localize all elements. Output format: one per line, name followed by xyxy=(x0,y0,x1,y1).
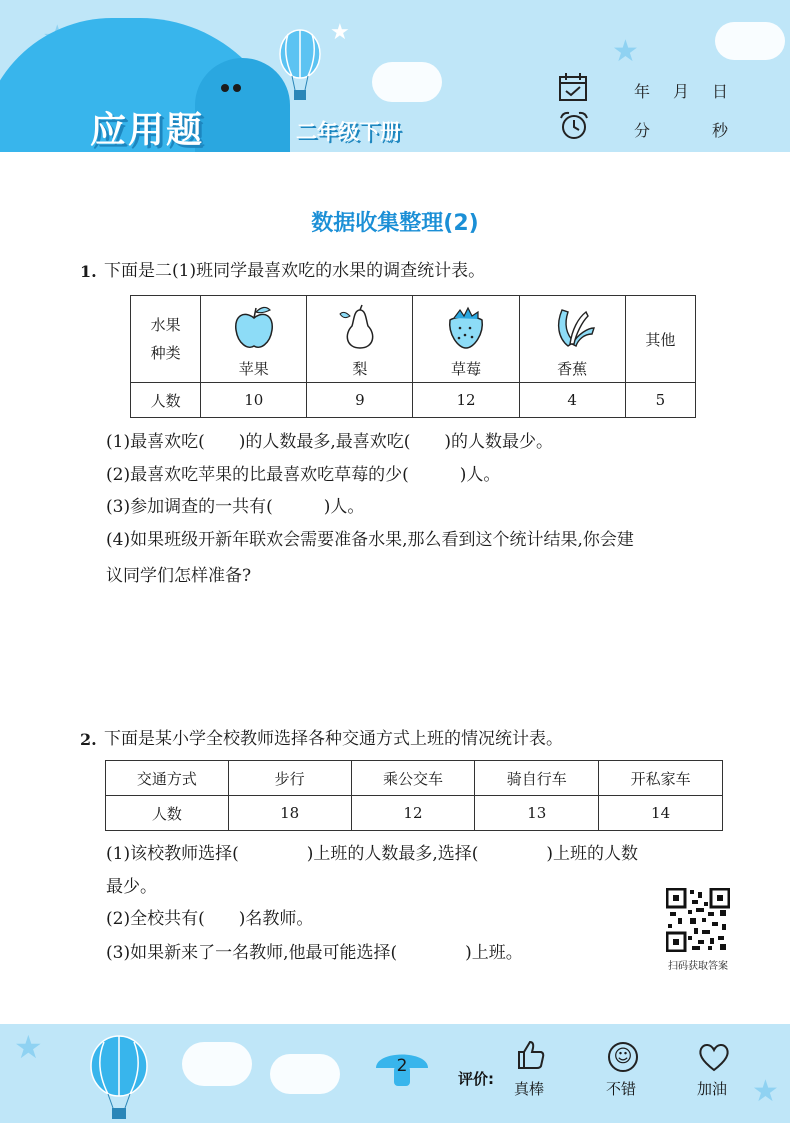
footer-banner xyxy=(0,1024,790,1123)
rating-label-cheer: 加油 xyxy=(697,1080,728,1098)
qr-caption: 扫码获取答案 xyxy=(668,961,728,972)
month-label: 月 xyxy=(673,82,690,101)
hot-air-balloon-icon xyxy=(276,28,324,104)
grade-label: 二年级下册 xyxy=(296,120,401,144)
heart-icon[interactable] xyxy=(697,1042,731,1072)
transport-count-cell: 人数 xyxy=(106,796,229,831)
hot-air-balloon-icon xyxy=(88,1034,150,1122)
second-label: 秒 xyxy=(712,121,729,140)
transport-count-cell: 12 xyxy=(351,796,475,831)
transport-header-cell: 开私家车 xyxy=(599,761,723,796)
fruit-name: 梨 xyxy=(352,359,368,378)
fruit-name: 苹果 xyxy=(238,359,269,378)
calendar-icon xyxy=(558,72,588,102)
transport-count-cell: 13 xyxy=(475,796,599,831)
star-icon: ★ xyxy=(14,1028,43,1066)
fruit-name: 香蕉 xyxy=(557,359,588,378)
apple-icon xyxy=(230,304,278,352)
transport-header-cell: 乘公交车 xyxy=(351,761,475,796)
pear-icon xyxy=(336,304,384,352)
fruit-survey-table xyxy=(130,295,696,418)
page-number: 2 xyxy=(396,1056,408,1076)
brand-title: 应用题 xyxy=(90,110,205,151)
transport-header-cell: 骑自行车 xyxy=(475,761,599,796)
question-1-sub-2: (2)最喜欢吃苹果的比最喜欢吃草莓的少( )人。 xyxy=(106,465,501,485)
question-1-sub-4: (4)如果班级开新年联欢会需要准备水果,那么看到这个统计结果,你会建 xyxy=(106,530,634,550)
elephant-eye xyxy=(233,84,241,92)
question-1-number: 1. xyxy=(80,262,97,281)
count-cell: 9 xyxy=(307,383,413,418)
rating-label-great: 真棒 xyxy=(514,1080,545,1098)
question-1-intro: 下面是二(1)班同学最喜欢吃的水果的调查统计表。 xyxy=(104,261,486,281)
rating-label-good: 不错 xyxy=(606,1080,637,1098)
question-1-sub-3: (3)参加调查的一共有( )人。 xyxy=(106,497,365,517)
question-2-sub-2: (2)全校共有( )名教师。 xyxy=(106,909,314,929)
count-cell: 12 xyxy=(413,383,519,418)
strawberry-icon xyxy=(442,304,490,352)
question-1-sub-4-cont: 议同学们怎样准备? xyxy=(106,566,252,586)
elephant-eye xyxy=(221,84,229,92)
cloud-decoration xyxy=(715,22,785,60)
fruit-header-cell xyxy=(131,296,201,383)
fruit-cell-pear xyxy=(307,296,413,383)
question-2-sub-1: (1)该校教师选择( )上班的人数最多,选择( )上班的人数 xyxy=(106,844,639,864)
cloud-decoration xyxy=(182,1042,252,1086)
transport-header-cell: 步行 xyxy=(228,761,351,796)
question-2-sub-1-cont: 最少。 xyxy=(106,877,157,897)
fruit-name: 草莓 xyxy=(451,359,482,378)
count-cell: 10 xyxy=(201,383,307,418)
evaluation-label: 评价: xyxy=(458,1070,494,1088)
question-2-intro: 下面是某小学全校教师选择各种交通方式上班的情况统计表。 xyxy=(104,729,563,749)
star-icon: ★ xyxy=(612,34,639,69)
count-row-label: 人数 xyxy=(131,383,201,418)
page-title: 数据收集整理(2) xyxy=(311,211,479,236)
smile-icon[interactable]: ☺ xyxy=(608,1042,638,1072)
question-2-number: 2. xyxy=(80,730,97,749)
fruit-header-line2: 种类 xyxy=(150,344,181,362)
transport-survey-table xyxy=(105,760,723,831)
transport-count-cell: 18 xyxy=(228,796,351,831)
fruit-cell-strawberry xyxy=(413,296,519,383)
fruit-cell-other: 其他 xyxy=(625,296,695,383)
header-banner xyxy=(0,0,790,152)
star-icon: ★ xyxy=(330,20,350,45)
cloud-decoration xyxy=(270,1054,340,1094)
question-2-sub-3: (3)如果新来了一名教师,他最可能选择( )上班。 xyxy=(106,943,523,963)
fruit-cell-apple xyxy=(201,296,307,383)
day-label: 日 xyxy=(712,82,729,101)
year-label: 年 xyxy=(634,82,651,101)
star-icon: ★ xyxy=(752,1074,779,1109)
count-cell: 5 xyxy=(625,383,695,418)
thumbs-up-icon[interactable] xyxy=(515,1038,545,1070)
fruit-header-line1: 水果 xyxy=(150,316,181,334)
transport-count-cell: 14 xyxy=(599,796,723,831)
alarm-clock-icon xyxy=(558,110,590,142)
qr-code-icon[interactable] xyxy=(666,888,730,952)
question-1-sub-1: (1)最喜欢吃( )的人数最多,最喜欢吃( )的人数最少。 xyxy=(106,432,554,452)
count-cell: 4 xyxy=(519,383,625,418)
transport-header-cell: 交通方式 xyxy=(106,761,229,796)
minute-label: 分 xyxy=(634,121,651,140)
banana-icon xyxy=(548,304,596,352)
cloud-decoration xyxy=(372,62,442,102)
fruit-cell-banana xyxy=(519,296,625,383)
